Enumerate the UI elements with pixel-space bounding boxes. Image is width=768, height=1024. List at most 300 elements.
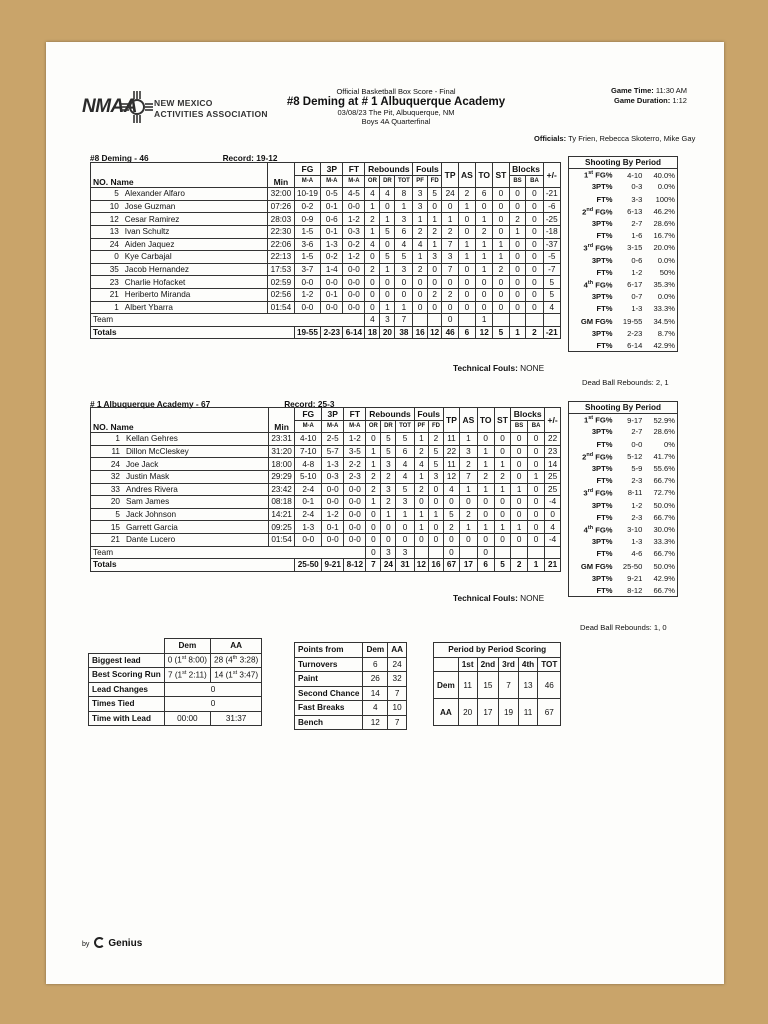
total-tot: 38 — [395, 326, 413, 339]
stat-ft: 0-0 — [344, 521, 366, 534]
period-score: 7 — [499, 672, 519, 699]
points-category: Fast Breaks — [295, 701, 363, 716]
deming-shooting-by-period — [568, 156, 678, 352]
period-label — [569, 450, 615, 462]
period-made-att: 1-2 — [631, 267, 643, 277]
stat-fg: 2-4 — [295, 508, 322, 521]
scoring-run-row: Best Scoring Run 7 (1st 2:11) 14 (1st 3:47) — [89, 668, 262, 683]
col-header: Min — [268, 408, 294, 433]
stat-tp3: 5-7 — [322, 445, 344, 458]
period-row — [569, 181, 678, 193]
stat-pf: 1 — [413, 251, 428, 264]
stat-to: 0 — [477, 496, 494, 509]
stat-type: 3PT% — [591, 292, 613, 302]
stat-fd: 0 — [427, 276, 442, 289]
stat-fg: 3-6 — [294, 238, 321, 251]
stat-type: 3PT% — [591, 500, 613, 510]
stat-or: 2 — [366, 483, 381, 496]
total-pf: 16 — [413, 326, 428, 339]
stat-tp3: 0-1 — [321, 200, 343, 213]
stat-fd: 0 — [429, 521, 444, 534]
period-pct: 66.7% — [653, 512, 675, 522]
stat-type: FT% — [596, 340, 613, 350]
stat-or: 2 — [366, 470, 381, 483]
stat-fd: 5 — [427, 188, 442, 201]
period-pct: 16.7% — [653, 231, 675, 241]
period-label — [569, 266, 615, 278]
stat-min: 28:03 — [268, 213, 294, 226]
stat-pm: -5 — [543, 251, 560, 264]
stat-min: 18:00 — [268, 458, 294, 471]
lead-changes-row: Lead Changes 0 — [89, 682, 262, 697]
col-header: +/- — [545, 408, 561, 433]
stat-st: 0 — [494, 445, 510, 458]
period-score: 15 — [477, 672, 499, 699]
col-header: BS — [509, 175, 526, 188]
period-pct: 30.0% — [653, 524, 675, 534]
stat-type: FG% — [595, 525, 613, 535]
period-made-att: 1-3 — [631, 304, 643, 314]
stat-to: 0 — [477, 533, 494, 546]
team-dr: 3 — [381, 546, 396, 559]
period-label — [569, 414, 615, 426]
player-name: Jose Guzman — [123, 200, 268, 213]
stat-or: 0 — [365, 288, 380, 301]
period-pct: 50% — [659, 267, 675, 277]
academy-player-row — [91, 433, 561, 446]
stat-min: 14:21 — [268, 508, 294, 521]
stat-type: FG% — [595, 452, 613, 462]
col-header: AS — [460, 408, 477, 433]
stat-pm: 25 — [545, 483, 561, 496]
period-num: 2 — [582, 452, 587, 462]
period-made-att: 4-6 — [631, 549, 643, 559]
stat-fg: 1-3 — [295, 521, 322, 534]
total-fg: 25-50 — [295, 559, 322, 572]
period-row — [569, 193, 678, 205]
period-made-att: 2-3 — [631, 476, 643, 486]
stat-pf: 1 — [414, 521, 429, 534]
period-scoring-row — [434, 699, 561, 726]
stat-fd: 0 — [427, 263, 442, 276]
deming-player-row — [91, 251, 561, 264]
period-made-att: 6-13 — [627, 206, 643, 216]
period-pct: 100% — [655, 194, 675, 204]
stat-tp3: 0-0 — [322, 483, 344, 496]
stat-tp: 4 — [443, 483, 459, 496]
box-score-page — [46, 42, 724, 984]
stat-tp: 2 — [443, 521, 459, 534]
stat-bs: 0 — [511, 470, 528, 483]
total-to: 6 — [477, 559, 494, 572]
deming-deadball-rebounds: Dead Ball Rebounds: 2, 1 — [582, 378, 669, 387]
blank — [413, 314, 428, 327]
col-header: TOT — [396, 420, 414, 433]
stat-to: 1 — [476, 213, 493, 226]
academy-player-row — [91, 521, 561, 534]
stat-tp3: 1-3 — [322, 458, 344, 471]
stat-ba: 0 — [526, 200, 543, 213]
stat-as: 1 — [460, 483, 477, 496]
stat-min: 09:25 — [268, 521, 294, 534]
stat-pf: 2 — [414, 483, 429, 496]
stat-type: 3PT% — [591, 182, 613, 192]
period-suffix: st — [588, 415, 594, 422]
stat-to: 2 — [476, 225, 493, 238]
period-label — [569, 487, 615, 499]
academy-deadball-rebounds: Dead Ball Rebounds: 1, 0 — [580, 623, 667, 632]
stat-tp3: 0-0 — [322, 496, 344, 509]
stat-fd: 5 — [429, 445, 444, 458]
team-label: Team — [91, 546, 366, 559]
period-pct: 28.6% — [653, 219, 675, 229]
stat-ba: 0 — [527, 521, 544, 534]
period-made-att: 3-15 — [627, 243, 643, 253]
stat-pf: 0 — [413, 301, 428, 314]
stat-ft: 0-0 — [344, 496, 366, 509]
player-number: 15 — [91, 521, 124, 534]
stat-bs: 0 — [511, 445, 528, 458]
period-pct: 55.6% — [653, 464, 675, 474]
stat-pm: 14 — [545, 458, 561, 471]
stat-bs: 2 — [509, 213, 526, 226]
stat-type: FT% — [596, 439, 613, 449]
stat-type: FT% — [596, 304, 613, 314]
stat-as: 1 — [460, 521, 477, 534]
total-st: 5 — [493, 326, 509, 339]
period-row — [569, 169, 678, 181]
player-name: Charlie Hofacket — [123, 276, 268, 289]
player-number: 35 — [91, 263, 123, 276]
stat-pf: 1 — [414, 433, 429, 446]
doc-header — [246, 87, 546, 126]
stat-ba: 0 — [527, 458, 544, 471]
stat-type: FG% — [595, 207, 613, 217]
period-row — [569, 426, 678, 438]
stat-ft: 3-5 — [344, 445, 366, 458]
stat-tot: 6 — [395, 225, 413, 238]
stat-dr: 0 — [380, 288, 395, 301]
period-row — [569, 572, 678, 584]
stat-st: 0 — [494, 433, 510, 446]
stat-as: 3 — [460, 445, 477, 458]
stat-bs: 0 — [511, 458, 528, 471]
stat-min: 02:59 — [268, 276, 294, 289]
blank — [494, 546, 510, 559]
period-label — [569, 584, 615, 596]
stat-ft: 0-0 — [343, 200, 365, 213]
period-num: 4 — [583, 280, 588, 290]
stat-type: FG% — [595, 415, 613, 425]
stat-bs: 0 — [509, 263, 526, 276]
deming-player-row — [91, 276, 561, 289]
stat-fd: 2 — [429, 433, 444, 446]
period-row — [569, 511, 678, 523]
period-col: 3rd — [499, 657, 519, 672]
blank — [527, 546, 544, 559]
stat-tp3: 0-0 — [321, 276, 343, 289]
stat-ba: 0 — [526, 238, 543, 251]
stat-to: 1 — [476, 251, 493, 264]
period-num: 3 — [583, 488, 588, 498]
period-row — [569, 315, 678, 327]
period-made-att: 0-7 — [631, 292, 643, 302]
period-row — [569, 450, 678, 462]
stat-tot: 0 — [396, 533, 414, 546]
stat-ft: 0-0 — [343, 301, 365, 314]
period-suffix: nd — [586, 206, 594, 213]
stat-tot: 0 — [395, 276, 413, 289]
col-header: TP — [443, 408, 459, 433]
deming-player-row — [91, 263, 561, 276]
academy-player-row — [91, 533, 561, 546]
period-label — [569, 438, 615, 450]
game-time: Game Time: 11:30 AM — [611, 86, 688, 95]
team-tp: 0 — [443, 546, 459, 559]
stat-dr: 5 — [380, 251, 395, 264]
stat-type: 3PT% — [591, 537, 613, 547]
stat-tp: 11 — [443, 458, 459, 471]
stat-dr: 0 — [381, 533, 396, 546]
stat-fd: 3 — [427, 251, 442, 264]
col-header: Fouls — [413, 163, 442, 176]
stat-type: FG% — [595, 243, 613, 253]
stat-fd: 3 — [429, 470, 444, 483]
stat-tp: 0 — [443, 533, 459, 546]
total-bs: 2 — [511, 559, 528, 572]
blank — [493, 314, 509, 327]
stat-or: 0 — [365, 276, 380, 289]
totals-label: Totals — [91, 326, 295, 339]
points-category: Turnovers — [295, 657, 363, 672]
academy-title: # 1 Albuquerque Academy - 67 Record: 25-3 — [90, 399, 335, 409]
stat-dr: 1 — [380, 301, 395, 314]
stat-fg: 0-0 — [295, 533, 322, 546]
period-label — [569, 291, 615, 303]
col-header: FD — [427, 175, 442, 188]
academy-player-row — [91, 470, 561, 483]
stat-ft: 0-3 — [343, 225, 365, 238]
total-pf: 12 — [414, 559, 429, 572]
period-pct: 41.7% — [653, 451, 675, 461]
col-header: Fouls — [414, 408, 443, 421]
player-number: 10 — [91, 200, 123, 213]
player-number: 5 — [91, 188, 123, 201]
org-name: NEW MEXICO ACTIVITIES ASSOCIATION — [154, 98, 268, 119]
stat-pf: 4 — [413, 238, 428, 251]
col-header: OR — [365, 175, 380, 188]
points-aa: 10 — [388, 701, 407, 716]
period-score: 13 — [518, 672, 537, 699]
stat-to: 0 — [476, 276, 493, 289]
player-number: 13 — [91, 225, 123, 238]
stat-pm: 4 — [543, 301, 560, 314]
period-label — [569, 327, 615, 339]
col-header: ST — [494, 408, 510, 433]
stat-bs: 1 — [511, 521, 528, 534]
stat-fg: 0-0 — [294, 301, 321, 314]
stat-tot: 1 — [395, 200, 413, 213]
total-tot: 31 — [396, 559, 414, 572]
stat-fg: 7-10 — [295, 445, 322, 458]
academy-player-row — [91, 458, 561, 471]
biggest-lead-row: Biggest lead 0 (1st 8:00) 28 (4th 3:28) — [89, 653, 262, 668]
stat-fg: 1-5 — [294, 251, 321, 264]
stat-pf: 2 — [413, 263, 428, 276]
col-header: 3P — [321, 163, 343, 176]
col-header: 3P — [322, 408, 344, 421]
stat-min: 23:42 — [268, 483, 294, 496]
total-dr: 24 — [381, 559, 396, 572]
period-row — [569, 523, 678, 535]
stat-tot: 5 — [396, 433, 414, 446]
stat-fg: 0-0 — [294, 276, 321, 289]
stat-tp3: 0-1 — [321, 225, 343, 238]
team-abbr: Dem — [434, 672, 459, 699]
stat-pf: 4 — [414, 458, 429, 471]
period-pct: 20.0% — [653, 243, 675, 253]
stat-type: FG% — [595, 170, 613, 180]
period-pct: 72.7% — [653, 488, 675, 498]
player-number: 21 — [91, 288, 123, 301]
academy-player-row — [91, 445, 561, 458]
total-fg: 19-55 — [294, 326, 321, 339]
blank — [427, 314, 442, 327]
player-name: Kye Carbajal — [123, 251, 268, 264]
date-venue: 03/08/23 The Pit, Albuquerque, NM — [337, 108, 455, 117]
period-label — [569, 339, 615, 351]
period-num: 2 — [582, 207, 587, 217]
period-score: 17 — [477, 699, 499, 726]
stat-fd: 0 — [427, 301, 442, 314]
stat-tot: 3 — [395, 263, 413, 276]
col-header: Blocks — [509, 163, 543, 176]
stat-type: FT% — [596, 512, 613, 522]
player-name: Justin Mask — [124, 470, 268, 483]
period-made-att: 0-0 — [631, 439, 643, 449]
period-label — [569, 511, 615, 523]
stat-tp: 12 — [443, 470, 459, 483]
stat-bs: 1 — [511, 483, 528, 496]
stat-fg: 2-4 — [295, 483, 322, 496]
col-aa: AA — [388, 643, 407, 658]
stat-fd: 1 — [427, 213, 442, 226]
period-pct: 28.6% — [653, 427, 675, 437]
stat-type: FT% — [596, 194, 613, 204]
stat-pm: 23 — [545, 445, 561, 458]
stat-st: 1 — [494, 458, 510, 471]
stat-st: 2 — [494, 470, 510, 483]
stat-fg: 0-9 — [294, 213, 321, 226]
stat-ba: 0 — [527, 533, 544, 546]
points-aa: 32 — [388, 672, 407, 687]
col-header: DR — [381, 420, 396, 433]
period-label — [569, 254, 615, 266]
stat-or: 1 — [365, 225, 380, 238]
col-dem: Dem — [363, 643, 388, 658]
stat-pf: 2 — [414, 445, 429, 458]
stat-tot: 5 — [395, 251, 413, 264]
col-header: TO — [477, 408, 494, 433]
stat-tot: 6 — [396, 445, 414, 458]
stat-pm: -18 — [543, 225, 560, 238]
stat-ft: 1-2 — [344, 433, 366, 446]
stat-dr: 1 — [381, 508, 396, 521]
stat-as: 1 — [460, 433, 477, 446]
period-label — [569, 205, 615, 217]
team-label: Team — [91, 314, 365, 327]
period-pct: 52.9% — [653, 415, 675, 425]
period-made-att: 2-3 — [631, 512, 643, 522]
total-or: 7 — [366, 559, 381, 572]
total-to: 12 — [476, 326, 493, 339]
stat-tp: 0 — [442, 301, 458, 314]
game-duration: Game Duration: 1:12 — [614, 96, 687, 105]
stat-as: 0 — [458, 213, 475, 226]
period-made-att: 2-7 — [631, 427, 643, 437]
period-pct: 46.2% — [653, 206, 675, 216]
stat-to: 1 — [476, 263, 493, 276]
deming-team-row — [91, 314, 561, 327]
points-aa: 7 — [388, 686, 407, 701]
player-name: Joe Jack — [124, 458, 268, 471]
stat-tp3: 1-4 — [321, 263, 343, 276]
stat-pm: 25 — [545, 470, 561, 483]
period-label — [569, 572, 615, 584]
player-name: Kellan Gehres — [124, 433, 268, 446]
col-header: M-A — [321, 175, 343, 188]
stat-as: 7 — [460, 470, 477, 483]
stat-st: 1 — [494, 483, 510, 496]
points-from-row — [295, 715, 407, 730]
stat-pm: 5 — [543, 276, 560, 289]
period-num: 3 — [583, 243, 588, 253]
period-num: GM — [580, 316, 594, 326]
period-num: 1 — [583, 170, 589, 180]
stat-or: 0 — [366, 433, 381, 446]
period-score: 67 — [538, 699, 561, 726]
stat-fg: 0-1 — [295, 496, 322, 509]
points-dem: 6 — [363, 657, 388, 672]
stat-pm: 22 — [545, 433, 561, 446]
stat-or: 0 — [366, 521, 381, 534]
col-header: DR — [380, 175, 395, 188]
period-pct: 42.9% — [653, 573, 675, 583]
stat-type: FG% — [595, 280, 613, 290]
stat-tp3: 0-6 — [321, 213, 343, 226]
blank — [458, 314, 475, 327]
period-pct: 66.7% — [653, 585, 675, 595]
col-header: FG — [294, 163, 321, 176]
stat-to: 0 — [477, 433, 494, 446]
stat-pm: 5 — [543, 288, 560, 301]
stat-as: 0 — [460, 496, 477, 509]
total-ft: 8-12 — [344, 559, 366, 572]
period-made-att: 8-11 — [627, 488, 643, 498]
points-from-row — [295, 686, 407, 701]
stat-fd: 1 — [429, 508, 444, 521]
deming-title: #8 Deming - 46 Record: 19-12 — [90, 153, 278, 163]
stat-ba: 0 — [526, 301, 543, 314]
stat-bs: 0 — [509, 238, 526, 251]
matchup-title: #8 Deming at # 1 Albuquerque Academy — [286, 96, 506, 108]
stat-pm: -4 — [545, 533, 561, 546]
stat-type: FT% — [596, 476, 613, 486]
player-name: Jacob Hernandez — [123, 263, 268, 276]
stat-as: 0 — [458, 301, 475, 314]
col-header: AS — [458, 163, 475, 188]
stat-dr: 3 — [381, 458, 396, 471]
